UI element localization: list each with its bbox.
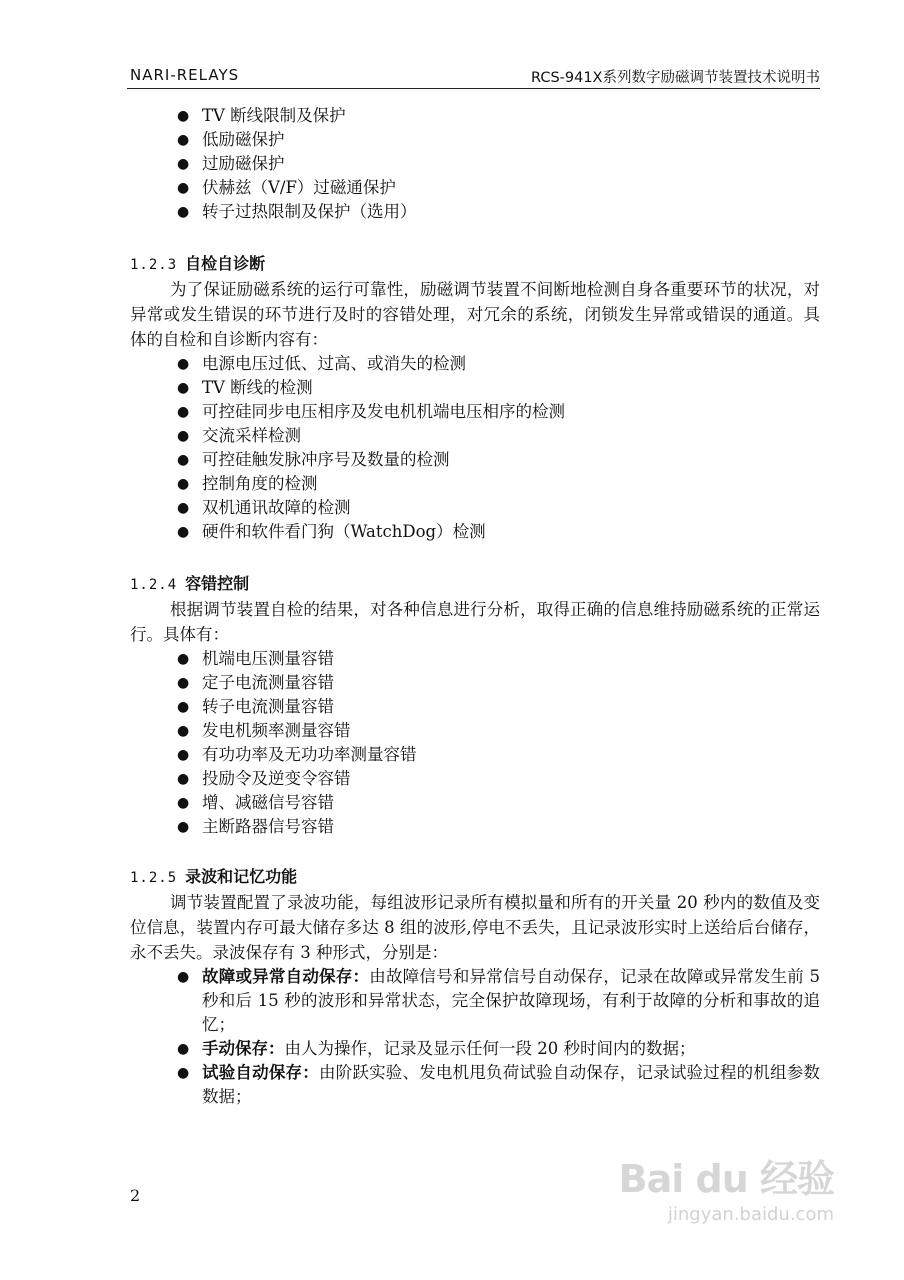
list-item: ● 交流采样检测 [202, 424, 820, 448]
bullet-icon: ● [177, 356, 190, 372]
bullet-icon: ● [177, 747, 190, 763]
list-item: ● 有功功率及无功功率测量容错 [202, 743, 820, 767]
bullet-icon: ● [177, 771, 190, 787]
list-item: ● 低励磁保护 [202, 128, 820, 152]
list-item: ● 增、减磁信号容错 [202, 791, 820, 815]
list-item: ● 伏赫兹（V/F）过磁通保护 [202, 176, 820, 200]
header-company: NARI-RELAYS [130, 66, 240, 84]
bullet-icon: ● [177, 1065, 190, 1081]
section-paragraph: 为了保证励磁系统的运行可靠性，励磁调节装置不间断地检测自身各重要环节的状况，对异常或发生错误的环节进行及时的容错处理，对冗余的系统，闭锁发生异常或错误的通道。具体的自检和自诊断内容有： [130, 280, 820, 349]
section-heading-124 [130, 572, 820, 597]
header-rule [127, 88, 820, 89]
section-number: 1.2.3 [130, 257, 178, 273]
self-check-list [130, 352, 820, 544]
bullet-icon: ● [177, 524, 190, 540]
list-item: ● TV 断线限制及保护 [202, 104, 820, 128]
bullet-icon: ● [177, 675, 190, 691]
list-item: ● 电源电压过低、过高、或消失的检测 [202, 352, 820, 376]
watermark [618, 1148, 834, 1248]
watermark-url: jingyan.baidu.com [667, 1204, 834, 1225]
page-content [130, 104, 820, 1109]
page-number: 2 [130, 1186, 141, 1205]
bullet-icon: ● [177, 156, 190, 172]
bullet-icon: ● [177, 380, 190, 396]
list-item: ● 故障或异常自动保存：由故障信号和异常信号自动保存，记录在故障或异常发生前 5 秒和后 15 秒的波形和异常状态，完全保护故障现场，有利于故障的分析和事故的追忆； [177, 967, 820, 1034]
bullet-icon: ● [177, 108, 190, 124]
bullet-icon: ● [177, 723, 190, 739]
list-item: ● TV 断线的检测 [202, 376, 820, 400]
intro-protection-list [130, 104, 820, 224]
bullet-icon: ● [177, 204, 190, 220]
list-item: ● 机端电压测量容错 [202, 647, 820, 671]
bullet-icon: ● [177, 500, 190, 516]
section-title: 录波和记忆功能 [185, 867, 298, 886]
bullet-icon: ● [177, 699, 190, 715]
section-number: 1.2.5 [130, 870, 178, 886]
list-item: ● 控制角度的检测 [202, 472, 820, 496]
section-number: 1.2.4 [130, 577, 178, 593]
watermark-logo: Bai du 经验 [618, 1157, 834, 1201]
list-item: ● 手动保存：由人为操作，记录及显示任何一段 20 秒时间内的数据； [202, 1037, 820, 1061]
section-paragraph: 根据调节装置自检的结果，对各种信息进行分析，取得正确的信息维持励磁系统的正常运行。具体有： [130, 600, 820, 644]
list-item: ● 硬件和软件看门狗（WatchDog）检测 [202, 520, 820, 544]
section-paragraph: 调节装置配置了录波功能，每组波形记录所有模拟量和所有的开关量 20 秒内的数值及变位信息，装置内存可最大储存多达 8 组的波形,停电不丢失，且记录波形实时上送给后台储存，永不丢失。录波保存有 3 种形式，分别是： [130, 893, 820, 962]
list-item: ● 投励令及逆变令容错 [202, 767, 820, 791]
bullet-icon: ● [177, 452, 190, 468]
bullet-icon: ● [177, 795, 190, 811]
list-item: ● 主断路器信号容错 [202, 815, 820, 839]
header-doc-title: RCS-941X系列数字励磁调节装置技术说明书 [530, 70, 820, 86]
fault-tolerance-list [130, 647, 820, 839]
bullet-icon: ● [177, 476, 190, 492]
bullet-icon: ● [177, 180, 190, 196]
section-title: 自检自诊断 [185, 254, 266, 273]
section-heading-123 [130, 252, 820, 277]
bullet-icon: ● [177, 1041, 190, 1057]
recording-mode-list [130, 965, 820, 1109]
bullet-icon: ● [177, 651, 190, 667]
list-item: ● 试验自动保存：由阶跃实验、发电机甩负荷试验自动保存，记录试验过程的机组参数数据； [177, 1063, 821, 1106]
bullet-icon: ● [177, 428, 190, 444]
list-item: ● 过励磁保护 [202, 152, 820, 176]
list-item: ● 双机通讯故障的检测 [202, 496, 820, 520]
bullet-icon: ● [177, 404, 190, 420]
list-item: ● 转子电流测量容错 [202, 695, 820, 719]
list-item: ● 转子过热限制及保护（选用） [202, 200, 820, 224]
bullet-icon: ● [177, 132, 190, 148]
bullet-icon: ● [177, 969, 190, 985]
bullet-icon: ● [177, 819, 190, 835]
list-item: ● 定子电流测量容错 [202, 671, 820, 695]
section-heading-125 [130, 865, 820, 890]
list-item: ● 发电机频率测量容错 [202, 719, 820, 743]
list-item: ● 可控硅触发脉冲序号及数量的检测 [202, 448, 820, 472]
list-item: ● 可控硅同步电压相序及发电机机端电压相序的检测 [202, 400, 820, 424]
section-title: 容错控制 [185, 574, 250, 593]
